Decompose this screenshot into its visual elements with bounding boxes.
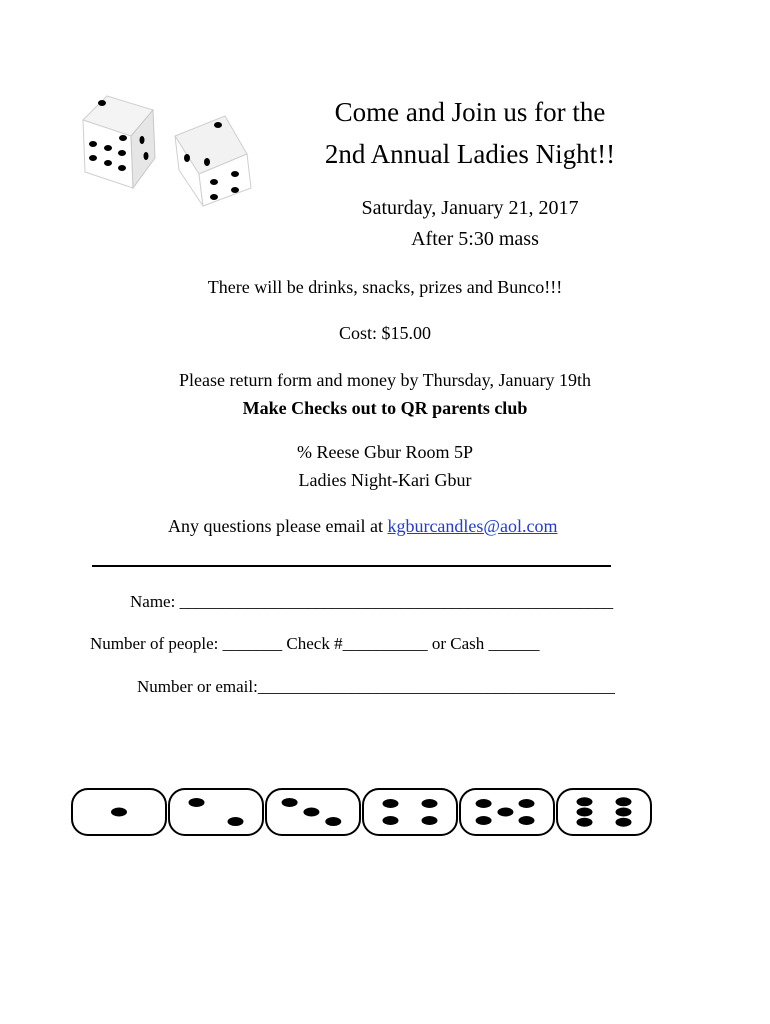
address-line-1: % Reese Gbur Room 5P [297,442,473,462]
die-pip [616,818,632,827]
contact-field[interactable]: Number or email:__________________________________________ [137,677,615,696]
event-activities: There will be drinks, snacks, prizes and Bunco!!! [207,277,563,297]
die-face-4-icon [363,789,457,835]
die-pip [476,816,492,825]
die-pip [383,799,399,808]
people-check-cash-field[interactable]: Number of people: _______ Check #__________ or Cash ______ [90,634,540,653]
address-line-2: Ladies Night-Kari Gbur [298,470,472,490]
die-face-5-icon [460,789,554,835]
die-pip [497,808,513,817]
event-date: Saturday, January 21, 2017 [361,197,579,219]
dice-pair-icon [75,92,260,212]
die-pip [422,816,438,825]
dice-row [70,787,662,837]
die-pip [476,799,492,808]
form-divider [92,565,611,567]
check-payee: Make Checks out to QR parents club [242,398,528,418]
die-pip [577,808,593,817]
die-pip [228,817,244,826]
event-time: After 5:30 mass [411,228,539,250]
email-link[interactable]: kgburcandles@aol.com [387,516,558,536]
die-pip [189,798,205,807]
die-pip [282,798,298,807]
title-line-2: 2nd Annual Ladies Night!! [324,139,616,169]
die-pip [616,808,632,817]
die-pip [303,808,319,817]
title-line-1: Come and Join us for the [334,97,606,127]
questions-line [168,512,668,541]
die-pip [519,816,535,825]
die-face-3-icon [266,789,360,835]
die-pip [383,816,399,825]
left-die-icon [83,96,155,188]
die-pip [325,817,341,826]
page-title [290,91,650,175]
die-pip [577,797,593,806]
die-pip [577,818,593,827]
return-deadline: Please return form and money by Thursday, January 19th [179,370,591,390]
die-face-2-icon [169,789,263,835]
die-pip [111,808,127,817]
die-face-6-icon [557,789,651,835]
die-pip [422,799,438,808]
die-pip [616,797,632,806]
name-field[interactable]: Name: ___________________________________________________ [130,592,614,611]
event-cost: Cost: $15.00 [338,323,431,343]
die-pip [519,799,535,808]
questions-prefix: Any questions please email at [168,516,388,536]
right-die-icon [175,116,251,206]
die-face-1-icon [72,789,166,835]
